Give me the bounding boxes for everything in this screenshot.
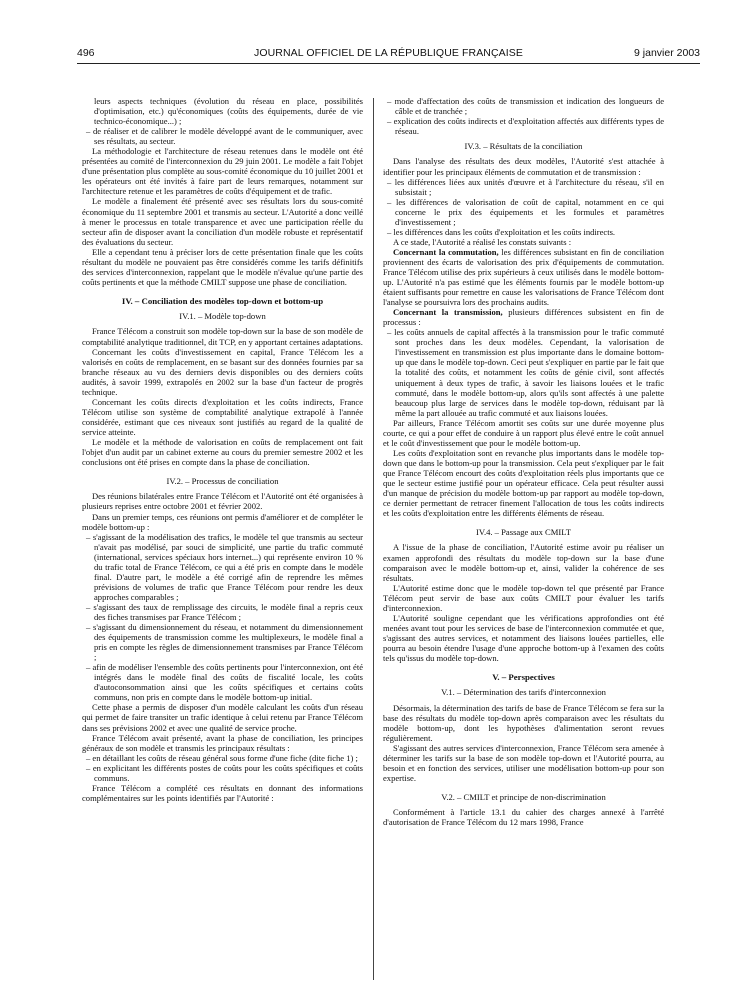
bullet-item: – s'agissant des taux de remplissage des circuits, le modèle final a repris ceux des fiches transmises par France Télécom ; [86, 601, 363, 622]
header-rule [77, 63, 700, 64]
bullet-item: – en explicitant les différents postes de coûts pour les coûts spécifiques et coûts communs. [86, 762, 363, 783]
paragraph: Par ailleurs, France Télécom amortit ses coûts sur une durée moyenne plus courte, ce qui a pour effet de conduire à un rapport plus élevé entre le coût annuel et le coût d'investissement que pour le modèle bottom-up. [383, 417, 664, 448]
paragraph: L'Autorité estime donc que le modèle top-down tel que présenté par France Télécom peut servir de base aux coûts CMILT pour évaluer les tarifs d'interconnexion. [383, 582, 664, 613]
paragraph: A ce stade, l'Autorité a réalisé les constats suivants : [393, 236, 572, 247]
page-number: 496 [77, 47, 95, 59]
issue-date: 9 janvier 2003 [634, 47, 700, 59]
section-heading: V. – Perspectives [492, 672, 555, 683]
right-column [383, 96, 664, 990]
paragraph: La méthodologie et l'architecture de réseau retenues dans le modèle ont été présentées au comité de l'interconnexion du 29 juin 2001. Le modèle a fait l'objet d'une présentation plus complète au sous-comité économique du 10 juillet 2001 et les opérateurs ont été invités à faire part de leurs remarques, notamment sur l'architecture retenue et les paramètres de coûts d'équipement et de trafic. [82, 146, 363, 197]
bullet-item: – les différences de valorisation de coût de capital, notamment en ce qui concerne le prix des équipements et les formules et paramètres d'investissement ; [387, 196, 664, 227]
paragraph-lead: Concernant la commutation, [393, 246, 499, 257]
journal-title: JOURNAL OFFICIEL DE LA RÉPUBLIQUE FRANÇAISE [254, 47, 523, 59]
paragraph: Concernant les coûts directs d'exploitation et les coûts indirects, France Télécom utilise son système de comptabilité analytique extrapolé à l'année considérée, estimant que ces niveaux sont justifiés au regard de la qualité de service atteinte. [82, 396, 363, 437]
subsection-heading: IV.4. – Passage aux CMILT [475, 527, 571, 538]
section-heading: IV. – Conciliation des modèles top-down et bottom-up [121, 295, 324, 306]
bullet-item: – les différences liées aux unités d'œuvre et à l'architecture du réseau, s'il en subsistait ; [387, 176, 664, 197]
paragraph-text: les différences subsistant en fin de conciliation proviennent des écarts de valorisation des prix d'équipements de commutation. France Télécom utilise des prix supérieurs à ceux utilisés dans le modèle bottom-up. L'Autorité n'a pas estimé que les éléments fournis par le modèle bottom-up étaient suffisants pour remettre en cause les valorisations de France Télécom dont l'analyse se poursuivra lors des prochains audits. [383, 246, 664, 308]
paragraph: Conformément à l'article 13.1 du cahier des charges annexé à l'arrêté d'autorisation de France Télécom du 12 mars 1998, France [383, 807, 664, 828]
column-divider [373, 98, 374, 980]
paragraph: Concernant les coûts d'investissement en capital, France Télécom les a valorisés en coûts de remplacement, en se basant sur des données fournies par sa branche réseaux au vu des derniers devis disponibles ou des derniers coûts audités, à savoir 1999, extrapolés en 2002 sur la base d'un facteur de progrès technique. [82, 346, 363, 397]
paragraph: Désormais, la détermination des tarifs de base de France Télécom se fera sur la base des résultats du modèle top-down après comparaison avec les résultats du modèle bottom-up, dont les hypothèses d'alimentation seront revues régulièrement. [383, 702, 664, 743]
paragraph: Dans un premier temps, ces réunions ont permis d'améliorer et de compléter le modèle bottom-up : [82, 511, 363, 532]
paragraph: Le modèle a finalement été présenté avec ses résultats lors du sous-comité économique du 11 septembre 2001 et transmis au secteur. L'Autorité a donc veillé à mener le processus en totale transparence et avec une participation réelle du secteur afin de disposer avant la conciliation d'un modèle robuste et représentatif des évaluations du secteur. [82, 196, 363, 247]
subsection-heading: IV.2. – Processus de conciliation [166, 476, 279, 487]
left-column [82, 96, 363, 990]
paragraph: A l'issue de la phase de conciliation, l'Autorité estime avoir pu réaliser un examen approfondi des résultats du modèle top-down sur la base d'une comparaison avec le modèle bottom-up et, ainsi, valider la cohérence de ses résultats. [383, 542, 664, 583]
paragraph: S'agissant des autres services d'interconnexion, France Télécom sera amenée à déterminer les tarifs sur la base de son modèle top-down et l'Autorité pourra, au besoin et en fonction des services, utiliser une modélisation bottom-up pour son expertise. [383, 742, 664, 783]
paragraph: France Télécom a complété ces résultats en donnant des informations complémentaires sur les points identifiés par l'Autorité : [82, 782, 363, 803]
bullet-item: – en détaillant les coûts de réseau général sous forme d'une fiche (dite fiche 1) ; [86, 752, 358, 763]
bullet-item: – s'agissant de la modélisation des trafics, le modèle tel que transmis au secteur n'avait pas modélisé, par souci de simplicité, une partie du trafic commuté (international, services spéciaux hors internet...) qui représente environ 10 % du trafic total de France Télécom, ce qui a été pris en compte dans le modèle final. D'autre part, le modèle a été corrigé afin de reprendre les mêmes prévisions de volumes de trafic que France Télécom pour rendre les deux approches comparables ; [86, 531, 363, 602]
subsection-heading: IV.1. – Modèle top-down [179, 311, 266, 322]
paragraph: France Télécom a construit son modèle top-down sur la base de son modèle de comptabilité analytique traditionnel, dit TCP, en y apportant certaines adaptations. [82, 326, 363, 347]
bullet-item: – les coûts annuels de capital affectés à la transmission pour le trafic commuté sont proches dans les deux modèles. Cependant, la valorisation de l'investissement en transmission est plus importante dans le domaine bottom-up que dans le modèle top-down. Ceci peut s'expliquer en partie par le fait que la totalité des coûts, et notamment les coûts de génie civil, sont affectés uniquement à deux types de trafic, à savoir les liaisons louées et le trafic commuté, dans le modèle bottom-up, alors qu'ils sont affectés à une palette beaucoup plus large de services dans le modèle top-down, réduisant par là même la part allouée au trafic commuté et aux liaisons louées. [387, 327, 664, 418]
paragraph: Dans l'analyse des résultats des deux modèles, l'Autorité s'est attachée à identifier pour les principaux éléments de commutation et de transmission : [383, 156, 664, 177]
paragraph: Le modèle et la méthode de valorisation en coûts de remplacement ont fait l'objet d'un audit par un cabinet externe au cours du premier semestre 2002 et les conclusions ont été prises en compte dans la phase de conciliation. [82, 437, 363, 468]
paragraph-text: plusieurs différences subsistent en fin de processus : [383, 307, 664, 328]
bullet-item: – les différences dans les coûts d'exploitation et les coûts indirects. [387, 226, 616, 237]
bullet-item: – de réaliser et de calibrer le modèle développé avant de le communiquer, avec ses résultats, au secteur. [86, 126, 363, 147]
bullet-item: – afin de modéliser l'ensemble des coûts pertinents pour l'interconnexion, ont été intégrés dans le modèle final des coûts de fiscalité locale, les coûts d'autoconsommation ainsi que les coûts spécifiques et certains coûts communs, non pris en compte dans le modèle bottom-up initial. [86, 662, 363, 703]
bullet-item: – explication des coûts indirects et d'exploitation affectés aux différents types de réseau. [387, 116, 664, 137]
paragraph: Cette phase a permis de disposer d'un modèle calculant les coûts d'un réseau qui permet de faire transiter un trafic identique à celui retenu par France Télécom dans ses prévisions 2002 et avec une qualité de service proche. [82, 702, 363, 733]
bullet-continuation: leurs aspects techniques (évolution du réseau en place, possibilités d'optimisation, etc.) qu'économiques (coûts des équipements, durée de vie technico-économique...) ; [94, 96, 363, 127]
paragraph: Les coûts d'exploitation sont en revanche plus importants dans le modèle top-down que dans le bottom-up pour la transmission. Cela peut s'expliquer par le fait que France Télécom encourt des coûts d'exploitation réels plus importants que ce que le secteur estime justifié pour un opérateur efficace. Cela peut résulter aussi d'un manque de précision du modèle bottom-up par rapport au modèle top-down, ce dernier permettant de retracer finement l'allocation de tous les coûts indirects et les coûts d'exploitation entre les différents éléments de réseau. [383, 447, 664, 519]
paragraph [383, 247, 664, 307]
paragraph: Elle a cependant tenu à préciser lors de cette présentation finale que les coûts résultant du modèle ne pouvaient pas être considérés comme les tarifs définitifs des services d'interconnexion, rappelant que le modèle n'évalue qu'une partie des coûts pertinents et que la méthode CMILT suppose une phase de conciliation. [82, 246, 363, 287]
paragraph: L'Autorité souligne cependant que les vérifications approfondies ont été menées avant tout pour les services de base de l'interconnexion commutée et que, s'agissant des autres services, et notamment des liaisons louées partielles, elle pourra au besoin étendre l'usage d'une approche bottom-up à l'examen des coûts tels qu'issus du modèle top-down. [383, 612, 664, 663]
subsection-heading: V.2. – CMILT et principe de non-discrimination [441, 792, 606, 802]
bullet-item: – s'agissant du dimensionnement du réseau, et notamment du dimensionnement des équipements de transmission comme les multiplexeurs, le modèle final a pris en compte les règles de dimensionnement transmises par France Télécom ; [86, 622, 363, 663]
paragraph: Des réunions bilatérales entre France Télécom et l'Autorité ont été organisées à plusieurs reprises entre octobre 2001 et février 2002. [82, 491, 363, 512]
paragraph [383, 307, 664, 327]
bullet-item: – mode d'affectation des coûts de transmission et indication des longueurs de câble et de tranchée ; [387, 96, 664, 117]
paragraph-lead: Concernant la transmission, [393, 307, 503, 318]
subsection-heading: V.1. – Détermination des tarifs d'interconnexion [441, 687, 606, 698]
running-header [77, 47, 700, 61]
paragraph: France Télécom avait présenté, avant la phase de conciliation, les principes généraux de son modèle et transmis les principaux résultats : [82, 732, 363, 753]
subsection-heading: IV.3. – Résultats de la conciliation [464, 141, 583, 152]
